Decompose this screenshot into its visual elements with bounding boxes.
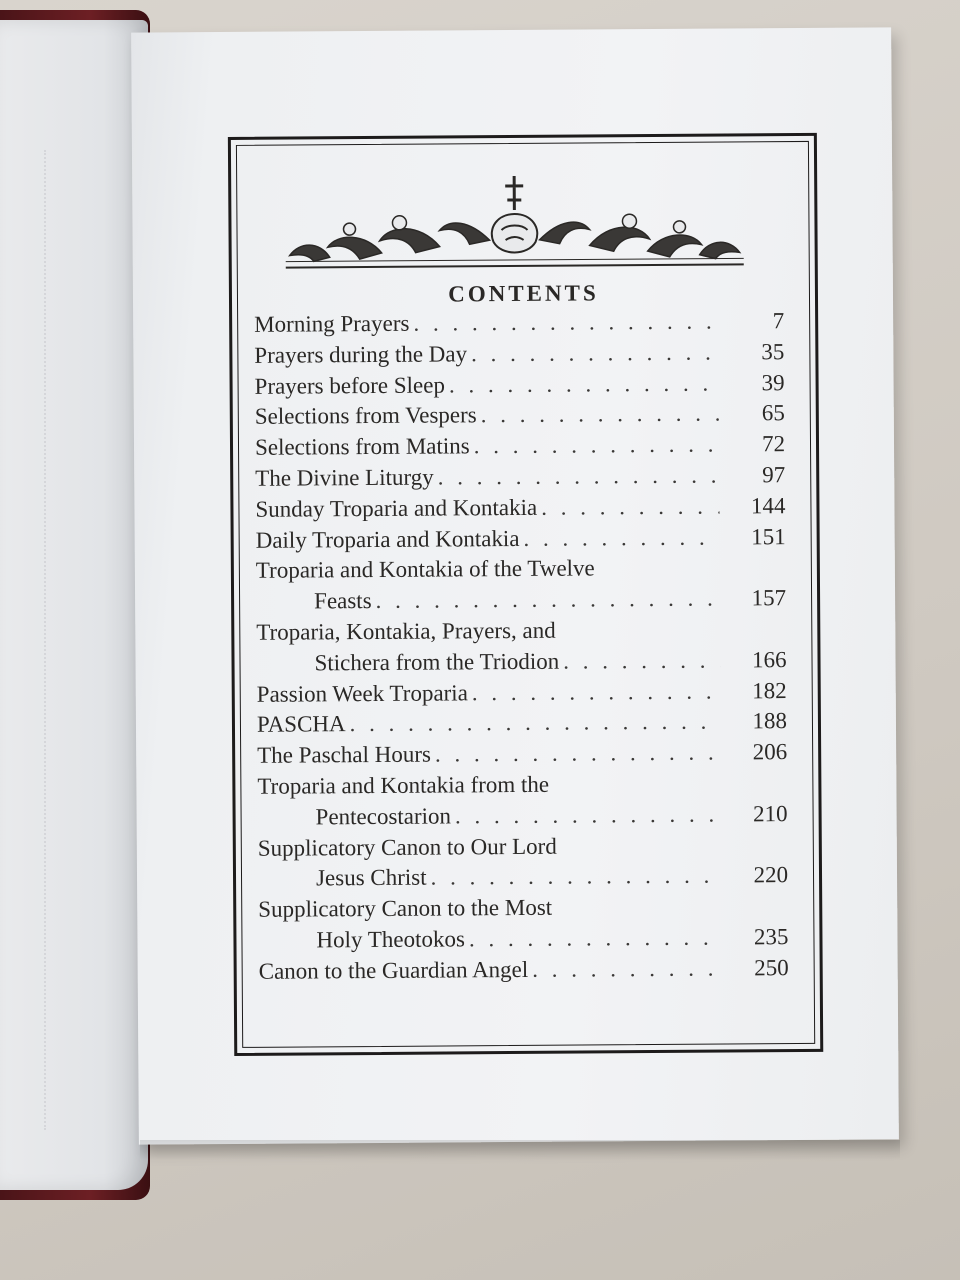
toc-entry[interactable] (255, 491, 785, 525)
dot-leader (430, 861, 722, 894)
entry-title-continued: Holy Theotokos (316, 926, 465, 953)
entry-title: Troparia and Kontakia of the Twelve (255, 555, 595, 584)
dot-leader (449, 368, 719, 401)
entry-page: 210 (753, 800, 788, 827)
entry-title: The Divine Liturgy (255, 464, 434, 491)
entry-title-continued: Jesus Christ (315, 864, 427, 891)
toc-entry[interactable] (257, 676, 787, 710)
page-shadow (140, 1140, 900, 1160)
entry-page: 151 (751, 523, 786, 549)
entry-page: 72 (761, 431, 786, 457)
entry-page: 35 (761, 338, 785, 365)
dot-leader (350, 707, 722, 740)
entry-title-continued: Pentecostarion (315, 803, 452, 830)
entry-title: Supplicatory Canon to Our Lord (257, 833, 557, 861)
entry-page: 39 (761, 369, 785, 395)
page-title: CONTENTS (448, 280, 599, 307)
entry-page: 97 (762, 462, 786, 488)
toc-entry[interactable] (257, 768, 787, 833)
toc-entry[interactable] (255, 399, 785, 433)
entry-page: 144 (750, 492, 786, 519)
left-page (0, 20, 148, 1190)
entry-title: Troparia, Kontakia, Prayers, and (256, 617, 556, 645)
dot-leader (413, 307, 718, 340)
show-through-border (6, 150, 46, 1130)
dot-leader (455, 799, 722, 832)
entry-title: Canon to the Guardian Angel (258, 956, 529, 984)
dot-leader (375, 584, 720, 617)
entry-page: 182 (752, 677, 787, 703)
entry-title: Prayers during the Day (254, 341, 468, 368)
dot-leader (471, 337, 719, 370)
entry-title: The Paschal Hours (257, 741, 432, 768)
entry-page: 166 (751, 646, 787, 673)
entry-page: 65 (761, 400, 785, 426)
toc-entry[interactable] (254, 337, 784, 371)
dot-leader (563, 645, 721, 677)
entry-title: Troparia and Kontakia from the (257, 771, 550, 799)
entry-title: Prayers before Sleep (254, 372, 445, 399)
toc-entry[interactable] (256, 614, 786, 679)
entry-title: Daily Troparia and Kontakia (255, 525, 520, 553)
entry-title: Selections from Matins (254, 433, 470, 460)
toc-entry[interactable] (258, 891, 788, 956)
toc-entry[interactable] (256, 522, 786, 556)
entry-page: 250 (754, 954, 789, 981)
toc-entry[interactable] (257, 706, 787, 740)
dot-leader (469, 922, 723, 955)
dot-leader (481, 399, 719, 431)
entry-title: Sunday Troparia and Kontakia (255, 494, 538, 522)
dot-leader (435, 738, 721, 771)
dot-leader (523, 522, 719, 554)
entry-title: PASCHA (256, 711, 346, 738)
entry-title: Passion Week Troparia (256, 679, 468, 707)
entry-page: 220 (753, 862, 789, 888)
toc-entry[interactable] (255, 460, 785, 494)
cross-ornament-icon (279, 168, 750, 271)
toc-entry[interactable] (259, 953, 789, 987)
entry-title: Supplicatory Canon to the Most (258, 894, 553, 922)
toc-entry[interactable] (254, 368, 784, 402)
entry-title: Selections from Vespers (254, 402, 477, 430)
toc-entry[interactable] (255, 429, 785, 463)
entry-title: Morning Prayers (254, 310, 410, 337)
entry-title-continued: Feasts (314, 588, 372, 614)
entry-page: 188 (752, 708, 788, 734)
entry-page: 206 (752, 739, 788, 765)
entry-title-continued: Stichera from the Triodion (314, 648, 560, 676)
dot-leader (474, 430, 720, 463)
contents-page (131, 27, 899, 1144)
contents-list (254, 306, 789, 987)
entry-page: 7 (772, 308, 785, 334)
entry-page: 235 (753, 924, 789, 950)
toc-entry[interactable] (256, 552, 786, 617)
dot-leader (532, 953, 723, 985)
dot-leader (541, 491, 719, 523)
dot-leader (472, 676, 721, 709)
dot-leader (438, 461, 720, 494)
toc-entry[interactable] (258, 830, 788, 895)
double-rule-frame (228, 133, 823, 1056)
toc-entry[interactable] (254, 306, 784, 340)
entry-page: 157 (751, 585, 787, 611)
toc-entry[interactable] (257, 737, 787, 771)
